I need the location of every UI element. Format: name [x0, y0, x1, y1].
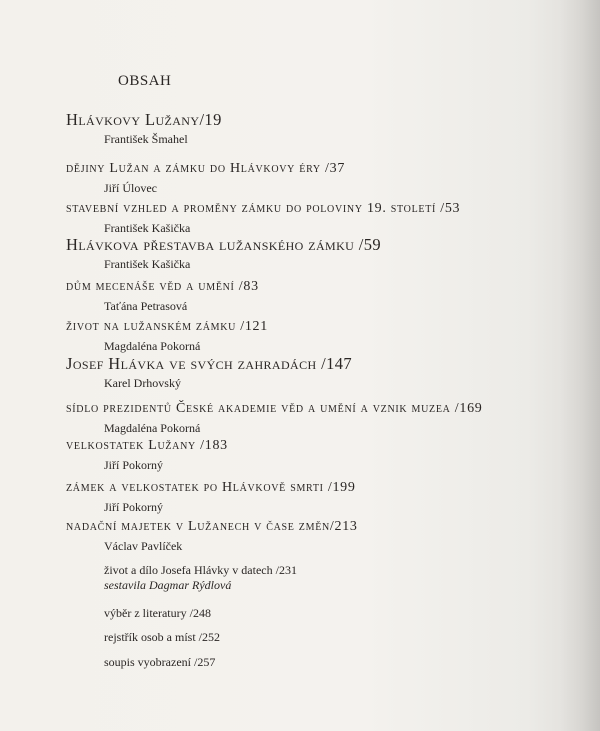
- toc-entry-title: Hlávkovy Lužany/19: [66, 110, 222, 129]
- toc-entry: [66, 400, 586, 436]
- toc-entry-author: Karel Drhovský: [104, 376, 181, 390]
- toc-entry-title: Josef Hlávka ve svých zahradách /147: [66, 354, 353, 373]
- appendix-title: soupis vyobrazení /257: [104, 655, 216, 669]
- toc-entry: [66, 479, 586, 515]
- toc-entry-title: nadační majetek v Lužanech v čase změn/213: [66, 519, 358, 534]
- toc-entry: [66, 160, 586, 196]
- appendix-title: život a dílo Josefa Hlávky v datech /231: [104, 563, 297, 577]
- toc-entry-title: dějiny Lužan a zámku do Hlávkovy éry /37: [66, 161, 346, 176]
- appendix-title: rejstřík osob a míst /252: [104, 630, 220, 644]
- toc-entry-title: sídlo prezidentů České akademie věd a umění a vznik muzea /169: [66, 401, 483, 416]
- appendix-subtitle: sestavila Dagmar Rýdlová: [104, 578, 232, 592]
- toc-entry-author: Václav Pavlíček: [104, 539, 183, 553]
- toc-entry-author: Jiří Pokorný: [104, 500, 164, 514]
- toc-entry: [66, 111, 586, 147]
- toc-heading: OBSAH: [118, 73, 172, 89]
- toc-entry-title: velkostatek Lužany /183: [66, 438, 228, 453]
- toc-entry: [66, 437, 586, 473]
- toc-entry-title: dům mecenáše věd a umění /83: [66, 279, 259, 294]
- toc-entry: [66, 518, 586, 554]
- appendix-entry: [104, 655, 215, 670]
- toc-entry-title: život na lužanském zámku /121: [66, 319, 268, 334]
- toc-entry: [66, 278, 586, 314]
- appendix-title: výběr z literatury /248: [104, 606, 211, 620]
- toc-entry: [66, 236, 586, 272]
- toc-entry-title: Hlávkova přestavba lužanského zámku /59: [66, 235, 382, 254]
- toc-entry-author: Jiří Pokorný: [104, 458, 164, 472]
- toc-entry-title: stavební vzhled a proměny zámku do poloviny 19. století /53: [66, 201, 461, 216]
- toc-entry-author: Jiří Úlovec: [104, 181, 157, 195]
- appendix-entry: [104, 630, 220, 645]
- toc-entry: [66, 355, 586, 391]
- toc-entry-author: František Kašička: [104, 257, 191, 271]
- toc-entry: [66, 318, 586, 354]
- toc-entry-author: František Šmahel: [104, 132, 188, 146]
- appendix-entry: [104, 563, 297, 593]
- toc-entry-author: Magdaléna Pokorná: [104, 339, 201, 353]
- toc-entry-author: Magdaléna Pokorná: [104, 421, 201, 435]
- appendix-entry: [104, 606, 211, 621]
- toc-entry: [66, 200, 586, 236]
- toc-entry-author: Taťána Petrasová: [104, 299, 188, 313]
- toc-entry-title: zámek a velkostatek po Hlávkově smrti /199: [66, 480, 356, 495]
- toc-entry-author: František Kašička: [104, 221, 191, 235]
